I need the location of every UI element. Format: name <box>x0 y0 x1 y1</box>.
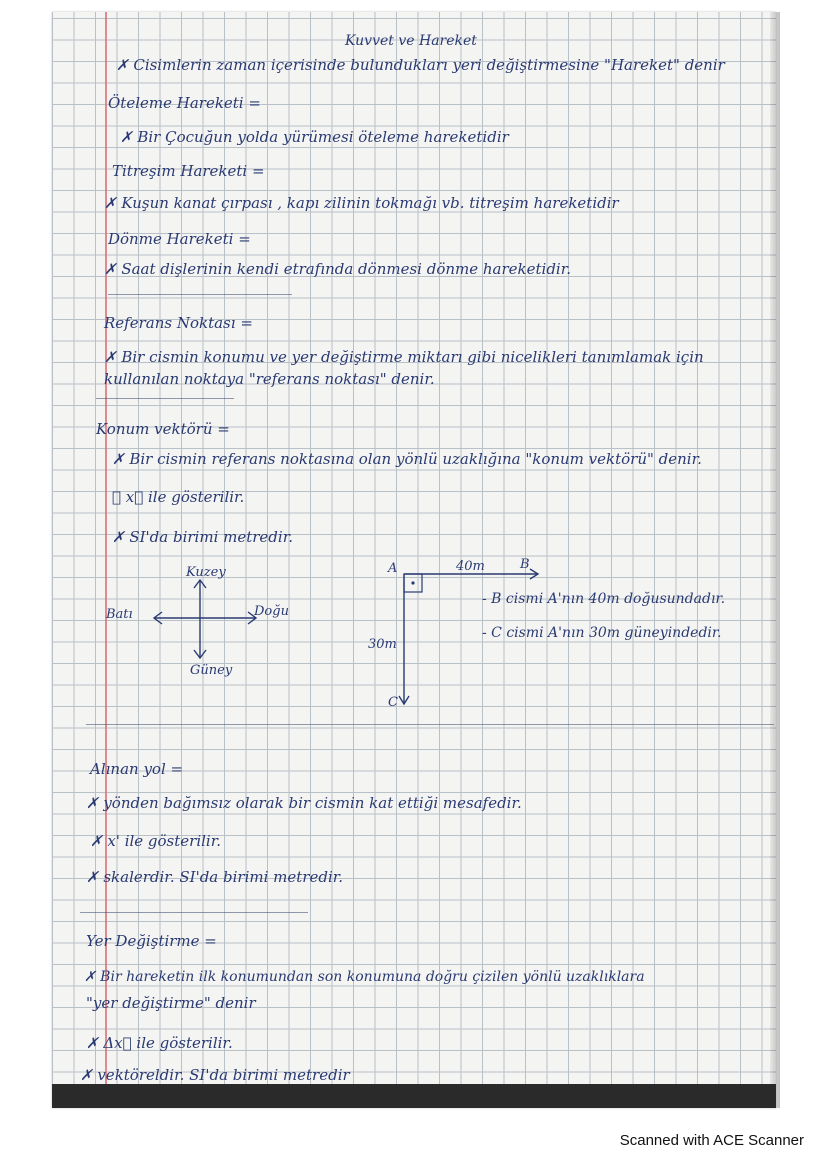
heading-yer-degistirme: Yer Değiştirme = <box>86 932 217 950</box>
text-line: ✗ Bir cismin referans noktasına olan yönlü uzaklığına "konum vektörü" denir. <box>112 450 702 468</box>
ac-distance-label: 30m <box>368 637 397 652</box>
note-c: - C cismi A'nın 30m güneyindedir. <box>482 625 722 641</box>
note-b: - B cismi A'nın 40m doğusundadır. <box>482 591 726 607</box>
text-line: ✗ Bir hareketin ilk konumundan son konumuna doğru çizilen yönlü uzaklıklara <box>84 969 645 985</box>
text-line: ✗ Cisimlerin zaman içerisinde bulundukları yeri değiştirmesine "Hareket" denir <box>116 56 725 74</box>
text-line: ✗ Kuşun kanat çırpası , kapı zilinin tokmağı vb. titreşim hareketidir <box>104 194 619 212</box>
heading-titresim: Titreşim Hareketi = <box>112 162 265 180</box>
compass-north-label: Kuzey <box>186 565 226 580</box>
text-line: kullanılan noktaya "referans noktası" denir. <box>104 370 435 388</box>
compass-south-label: Güney <box>190 663 233 678</box>
heading-konum: Konum vektörü = <box>96 420 230 438</box>
text-line: ✗ SI'da birimi metredir. <box>112 528 293 546</box>
text-line: ✗ x' ile gösterilir. <box>90 832 222 850</box>
text-line: ✗ vektöreldir. SI'da birimi metredir <box>80 1066 350 1084</box>
point-a-label: A <box>388 561 398 576</box>
point-b-label: B <box>520 557 530 572</box>
margin-line <box>105 12 107 1084</box>
text-line: ✗ skalerdir. SI'da birimi metredir. <box>86 868 344 886</box>
compass-west-label: Batı <box>106 607 133 622</box>
point-c-label: C <box>388 695 398 710</box>
text-line: ✗ x⃗ ile gösterilir. <box>112 488 245 506</box>
text-line: ✗ Bir cismin konumu ve yer değiştirme miktarı gibi nicelikleri tanımlamak için <box>104 348 704 366</box>
heading-referans: Referans Noktası = <box>104 314 253 332</box>
divider <box>108 294 292 295</box>
divider <box>96 398 234 399</box>
heading-donme: Dönme Hareketi = <box>108 230 251 248</box>
text-line: "yer değiştirme" denir <box>86 994 256 1012</box>
scanner-watermark: Scanned with ACE Scanner <box>619 1132 804 1149</box>
compass-rose <box>150 576 266 660</box>
position-diagram <box>398 566 548 716</box>
ab-distance-label: 40m <box>456 559 485 574</box>
text-line: ✗ Δx⃗ ile gösterilir. <box>86 1034 233 1052</box>
heading-oteleme: Öteleme Hareketi = <box>108 94 261 112</box>
text-line: ✗ yönden bağımsız olarak bir cismin kat ettiği mesafedir. <box>86 794 522 812</box>
text-line: ✗ Saat dişlerinin kendi etrafında dönmesi dönme hareketidir. <box>104 260 572 278</box>
page-title: Kuvvet ve Hareket <box>345 33 477 49</box>
compass-east-label: Doğu <box>254 604 289 619</box>
divider <box>80 912 308 913</box>
page-bottom-shadow <box>52 1084 776 1108</box>
divider <box>86 724 774 725</box>
text-line: ✗ Bir Çocuğun yolda yürümesi öteleme hareketidir <box>120 128 509 146</box>
heading-alinan-yol: Alınan yol = <box>90 760 184 778</box>
page-edge-shadow <box>770 12 780 1108</box>
